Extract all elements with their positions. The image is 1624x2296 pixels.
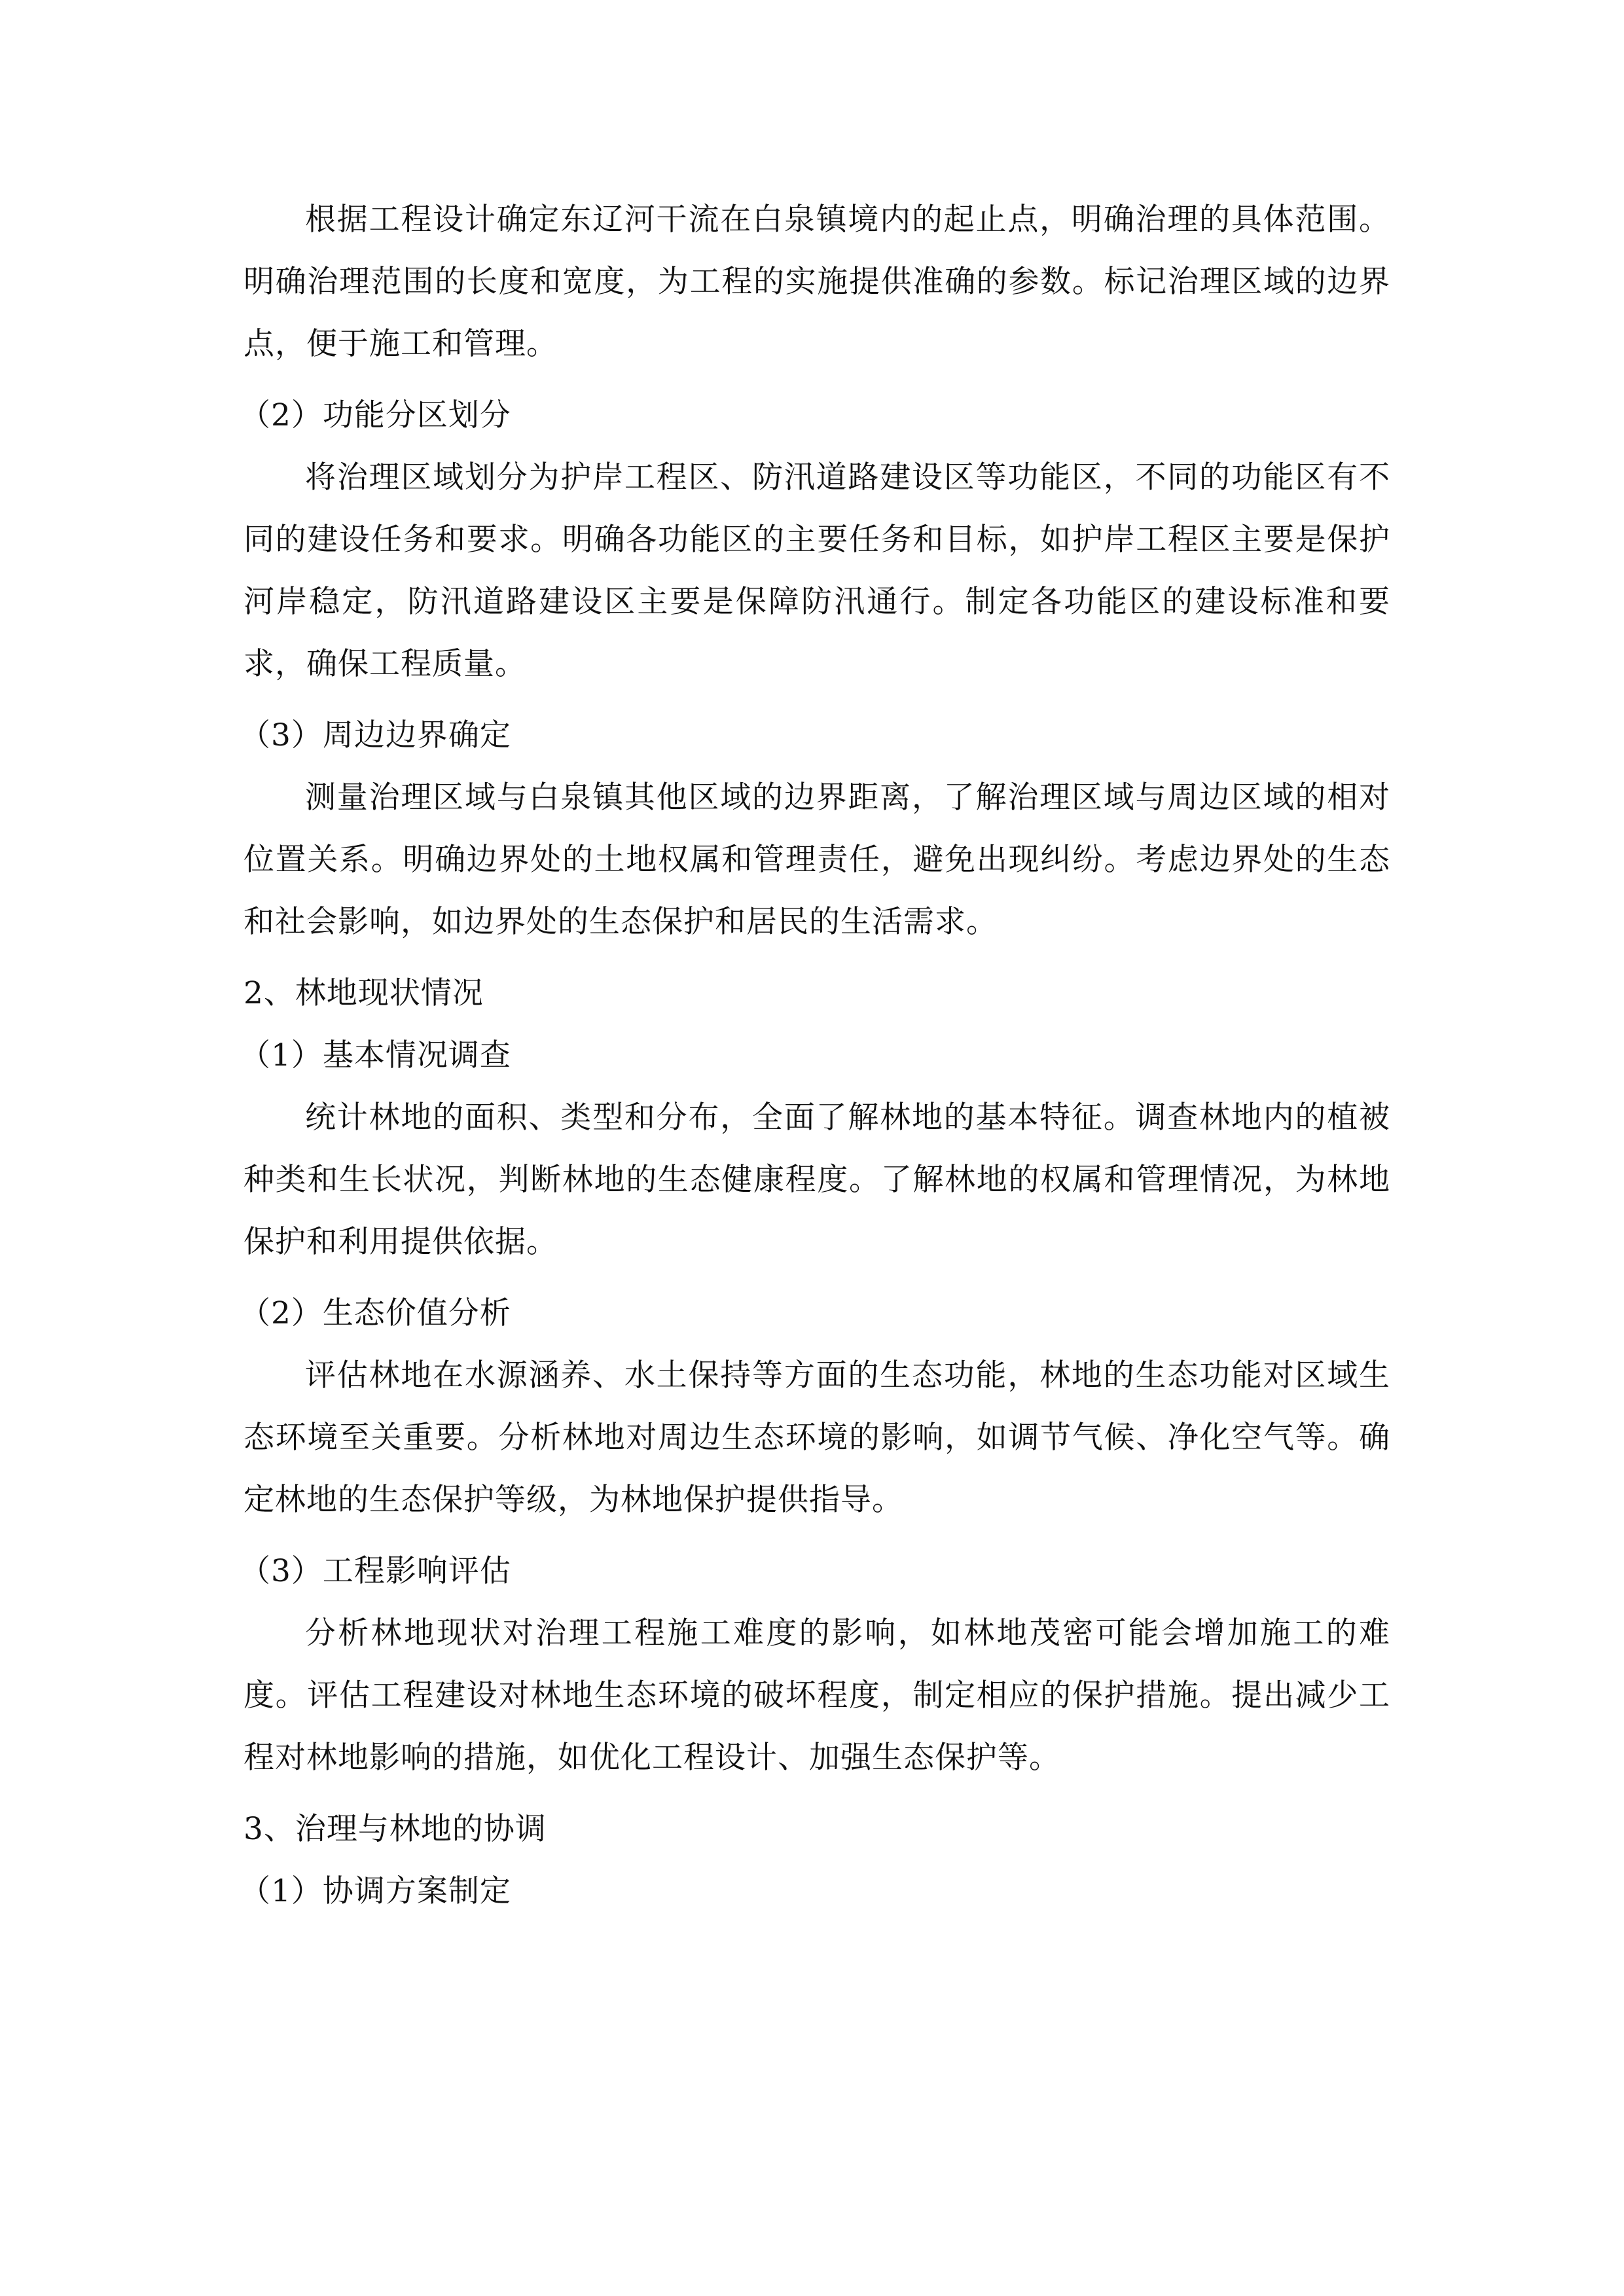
section-heading-forest-status: 2、林地现状情况: [244, 975, 484, 1011]
subheading-engineering-impact: （3）工程影响评估: [240, 1553, 511, 1589]
document-body: [240, 188, 1390, 1922]
paragraph-treatment-scope: 根据工程设计确定东辽河干流在白泉镇境内的起止点，明确治理的具体范围。明确治理范围的长度和宽度，为工程的实施提供准确的参数。标记治理区域的边界点，便于施工和管理。: [244, 202, 1390, 362]
paragraph-basic-survey: 统计林地的面积、类型和分布，全面了解林地的基本特征。调查林地内的植被种类和生长状况，判断林地的生态健康程度。了解林地的权属和管理情况，为林地保护和利用提供依据。: [244, 1100, 1390, 1260]
subheading-boundary-determination: （3）周边边界确定: [240, 717, 511, 753]
subheading-basic-survey: （1）基本情况调查: [240, 1037, 511, 1073]
subheading-coordination-plan: （1）协调方案制定: [240, 1873, 511, 1909]
paragraph-engineering-impact: 分析林地现状对治理工程施工难度的影响，如林地茂密可能会增加施工的难度。评估工程建设对林地生态环境的破坏程度，制定相应的保护措施。提出减少工程对林地影响的措施，如优化工程设计、加强生态保护等。: [244, 1615, 1390, 1776]
paragraph-functional-zoning: 将治理区域划分为护岸工程区、防汛道路建设区等功能区，不同的功能区有不同的建设任务和要求。明确各功能区的主要任务和目标，如护岸工程区主要是保护河岸稳定，防汛道路建设区主要是保障防汛通行。制定各功能区的建设标准和要求，确保工程质量。: [244, 459, 1390, 682]
subheading-ecological-value: （2）生态价值分析: [240, 1295, 511, 1331]
paragraph-ecological-value: 评估林地在水源涵养、水土保持等方面的生态功能，林地的生态功能对区域生态环境至关重要。分析林地对周边生态环境的影响，如调节气候、净化空气等。确定林地的生态保护等级，为林地保护提供指导。: [244, 1357, 1390, 1518]
paragraph-boundary-determination: 测量治理区域与白泉镇其他区域的边界距离，了解治理区域与周边区域的相对位置关系。明确边界处的土地权属和管理责任，避免出现纠纷。考虑边界处的生态和社会影响，如边界处的生态保护和居民的生活需求。: [244, 780, 1390, 940]
subheading-functional-zoning: （2）功能分区划分: [240, 397, 511, 433]
section-heading-coordination: 3、治理与林地的协调: [244, 1811, 547, 1847]
